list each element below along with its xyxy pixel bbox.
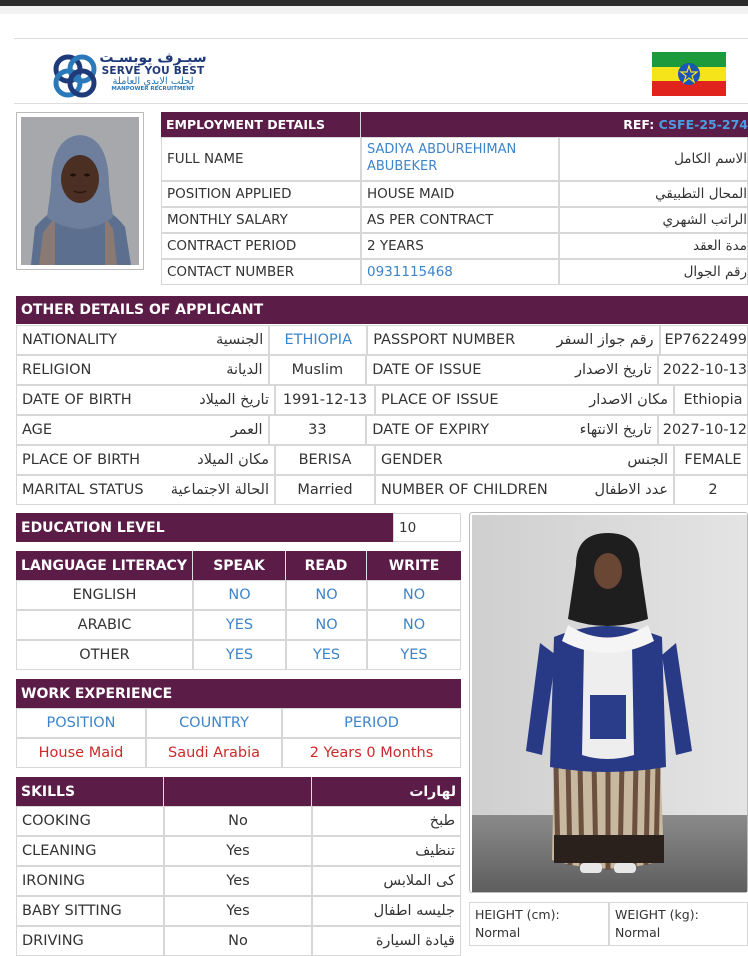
detail-value: ETHIOPIA (269, 325, 367, 355)
language-col-speak: SPEAK (193, 551, 286, 580)
skill-row (16, 926, 461, 956)
company-name-block (98, 51, 208, 93)
skill-value: No (164, 926, 312, 956)
full-body-photo-frame (469, 512, 748, 893)
employment-label-ar: الراتب الشهري (559, 207, 748, 233)
skill-row (16, 806, 461, 836)
employment-details-header (161, 112, 748, 137)
profile-photo (21, 117, 139, 265)
detail-label-ar: عدد الاطفال (594, 482, 668, 498)
employment-label-ar: مدة العقد (559, 233, 748, 259)
detail-value: Ethiopia (674, 385, 748, 415)
employment-row-full-name (161, 137, 748, 181)
other-details-header: OTHER DETAILS OF APPLICANT (16, 296, 748, 324)
detail-value: 1991-12-13 (275, 385, 375, 415)
language-literacy-title: LANGUAGE LITERACY (16, 551, 193, 580)
browser-top-fade (0, 6, 748, 14)
reference-value: CSFE-25-274 (658, 117, 748, 132)
employment-row-salary (161, 207, 748, 233)
weight-value: Normal (615, 925, 661, 941)
height-value: Normal (475, 925, 521, 941)
other-details-row (16, 445, 748, 475)
detail-label-ar: رقم جواز السفر (556, 332, 654, 348)
employment-label-ar: المحال التطبيقي (559, 181, 748, 207)
employment-label: CONTACT NUMBER (161, 259, 361, 285)
company-tagline-en: MANPOWER RECRUITMENT (111, 86, 195, 93)
language-col-write: WRITE (388, 557, 440, 574)
language-header-row (16, 551, 461, 580)
detail-label-ar: تاريخ الانتهاء (579, 422, 652, 438)
education-level-title: EDUCATION LEVEL (16, 513, 393, 542)
detail-value: BERISA (275, 445, 375, 475)
ethiopia-flag-icon (652, 52, 726, 96)
work-col-position: POSITION (16, 708, 146, 738)
education-level-row (16, 513, 461, 542)
detail-label: AGE (22, 422, 53, 438)
profile-photo-frame (16, 112, 144, 270)
work-header-row (16, 708, 461, 738)
full-body-photo (472, 515, 747, 892)
page-header (14, 38, 748, 104)
detail-label-ar: مكان الميلاد (197, 452, 269, 468)
skill-value: Yes (164, 836, 312, 866)
language-name: OTHER (16, 640, 193, 670)
language-name: ENGLISH (16, 580, 193, 610)
detail-label: NATIONALITY (22, 332, 118, 348)
detail-value: Married (275, 475, 375, 505)
work-col-country: COUNTRY (146, 708, 282, 738)
skill-name-ar: جليسه اطفال (312, 896, 461, 926)
other-details-row (16, 355, 748, 385)
weight-label: WEIGHT (kg): (615, 907, 699, 922)
height-label: HEIGHT (cm): (475, 907, 560, 922)
other-details-table (16, 325, 748, 505)
detail-label: RELIGION (22, 362, 92, 378)
skill-row (16, 866, 461, 896)
employment-details-table (161, 137, 748, 285)
employment-label: POSITION APPLIED (161, 181, 361, 207)
skills-title: SKILLS (16, 777, 164, 806)
detail-value: EP7622499 (660, 325, 748, 355)
employment-value: HOUSE MAID (361, 181, 559, 207)
language-speak: YES (193, 610, 286, 640)
detail-value: 33 (269, 415, 367, 445)
detail-label: DATE OF BIRTH (22, 392, 132, 408)
work-position: House Maid (16, 738, 146, 768)
language-write: NO (367, 610, 461, 640)
employment-label-ar: الاسم الكامل (559, 137, 748, 181)
employment-value: 2 YEARS (361, 233, 559, 259)
skill-name-ar: تنظيف (312, 836, 461, 866)
company-tagline-ar: لجلب الايدي العاملة (112, 75, 194, 87)
detail-label: PLACE OF ISSUE (381, 392, 499, 408)
skills-header-row (16, 777, 461, 806)
company-name-ar: سيـرف يوبسـت (99, 50, 207, 66)
language-write: NO (367, 580, 461, 610)
skill-name: DRIVING (16, 926, 164, 956)
contact-number-link[interactable]: 0931115468 (361, 259, 559, 285)
language-name: ARABIC (16, 610, 193, 640)
detail-value: 2027-10-12 (658, 415, 748, 445)
skill-row (16, 896, 461, 926)
language-literacy-table (16, 551, 461, 670)
skill-name-ar: طبخ (312, 806, 461, 836)
work-experience-table (16, 679, 461, 768)
language-row (16, 580, 461, 610)
skills-header-blank (164, 777, 312, 806)
skill-name-ar: قيادة السيارة (312, 926, 461, 956)
language-row (16, 610, 461, 640)
company-logo-icon (50, 51, 100, 101)
company-name-en: SERVE YOU BEST (101, 64, 205, 77)
skills-table (16, 777, 461, 956)
detail-label-ar: تاريخ الميلاد (199, 392, 269, 408)
work-period: 2 Years 0 Months (282, 738, 461, 768)
detail-value: Muslim (269, 355, 367, 385)
work-experience-title: WORK EXPERIENCE (16, 679, 461, 708)
skill-name-ar: كى الملابس (312, 866, 461, 896)
detail-label: NUMBER OF CHILDREN (381, 482, 548, 498)
skill-name: IRONING (16, 866, 164, 896)
detail-value: 2 (674, 475, 748, 505)
skill-name: CLEANING (16, 836, 164, 866)
employment-label: CONTRACT PERIOD (161, 233, 361, 259)
employment-label-ar: رقم الجوال (559, 259, 748, 285)
employment-details-title: EMPLOYMENT DETAILS (161, 112, 361, 137)
language-speak: NO (193, 580, 286, 610)
reference-label: REF: (623, 117, 655, 132)
work-col-period: PERIOD (282, 708, 461, 738)
detail-label: PASSPORT NUMBER (373, 332, 516, 348)
language-read: NO (286, 580, 367, 610)
height-weight-box (469, 902, 748, 946)
skill-name: BABY SITTING (16, 896, 164, 926)
detail-label-ar: الحالة الاجتماعية (170, 482, 269, 498)
detail-label: DATE OF EXPIRY (372, 422, 490, 438)
weight-cell (609, 902, 748, 946)
employment-row-position (161, 181, 748, 207)
work-row (16, 738, 461, 768)
language-speak: YES (193, 640, 286, 670)
language-row (16, 640, 461, 670)
detail-label: PLACE OF BIRTH (22, 452, 141, 468)
language-read: YES (286, 640, 367, 670)
detail-value: FEMALE (674, 445, 748, 475)
skills-title-ar: لهارات (409, 783, 456, 800)
skill-row (16, 836, 461, 866)
employment-label: MONTHLY SALARY (161, 207, 361, 233)
employment-value: AS PER CONTRACT (361, 207, 559, 233)
detail-label-ar: تاريخ الاصدار (575, 362, 652, 378)
skill-name: COOKING (16, 806, 164, 836)
employment-row-contract (161, 233, 748, 259)
other-details-row (16, 475, 748, 505)
language-read: NO (286, 610, 367, 640)
employment-row-contact (161, 259, 748, 285)
detail-label: MARITAL STATUS (22, 482, 144, 498)
work-country: Saudi Arabia (146, 738, 282, 768)
skill-value: No (164, 806, 312, 836)
language-col-read: READ (286, 551, 367, 580)
detail-label: GENDER (381, 452, 443, 468)
detail-value: 2022-10-13 (658, 355, 748, 385)
skill-value: Yes (164, 896, 312, 926)
language-write: YES (367, 640, 461, 670)
detail-label-ar: الجنس (627, 452, 668, 468)
reference-block (361, 112, 748, 137)
other-details-row (16, 415, 748, 445)
detail-label: DATE OF ISSUE (372, 362, 482, 378)
employment-value: SADIYA ABDUREHIMAN ABUBEKER (361, 137, 559, 181)
skill-value: Yes (164, 866, 312, 896)
detail-label-ar: العمر (230, 422, 263, 438)
employment-label: FULL NAME (161, 137, 361, 181)
detail-label-ar: مكان الاصدار (589, 392, 668, 408)
height-cell (469, 902, 609, 946)
other-details-row (16, 385, 748, 415)
other-details-row (16, 325, 748, 355)
detail-label-ar: الجنسية (215, 332, 264, 348)
education-level-value: 10 (393, 513, 461, 542)
detail-label-ar: الديانة (226, 362, 263, 378)
